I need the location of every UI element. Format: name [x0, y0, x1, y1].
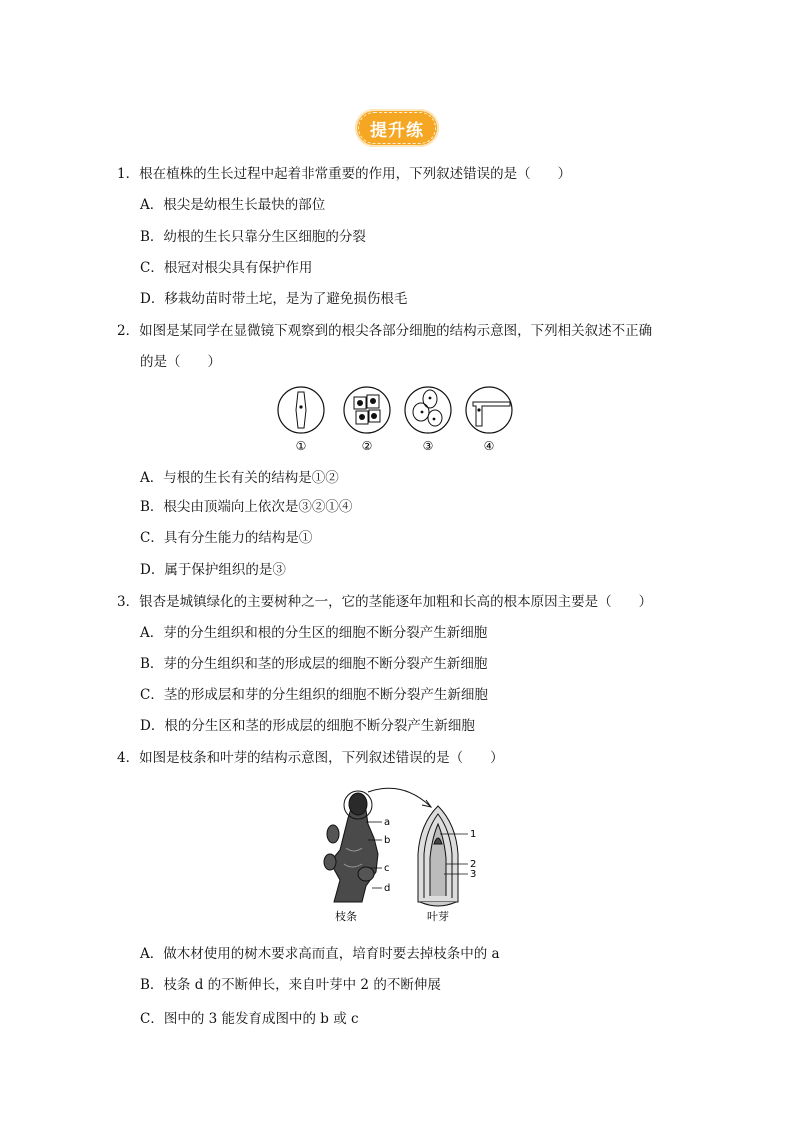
question-2-option-d: D．属于保护组织的是③ — [140, 562, 286, 578]
bud-label-2: 2 — [470, 859, 477, 870]
cell-label-4: ④ — [483, 439, 495, 453]
cell-1-elongation — [278, 387, 324, 433]
question-4-option-c: C．图中的 3 能发育成图中的 b 或 c — [140, 1011, 359, 1027]
question-1-option-c: C．根冠对根尖具有保护作用 — [140, 260, 313, 276]
question-3-option-d: D．根的分生区和茎的形成层的细胞不断分裂产生新细胞 — [140, 718, 475, 734]
branch-label-d: d — [384, 883, 391, 894]
branch-and-bud-figure — [318, 784, 488, 924]
question-2-stem-continuation: 的是（ ） — [140, 354, 221, 370]
question-2-option-a: A．与根的生长有关的结构是①② — [140, 470, 339, 486]
question-1-option-d: D．移栽幼苗时带土坨，是为了避免损伤根毛 — [140, 291, 408, 307]
cell-4-root-hair — [466, 387, 512, 433]
cell-label-3: ③ — [422, 439, 434, 453]
root-cells-figure — [270, 380, 530, 456]
question-3-option-a: A．芽的分生组织和根的分生区的细胞不断分裂产生新细胞 — [140, 625, 488, 641]
question-1-option-a: A．根尖是幼根生长最快的部位 — [140, 197, 326, 213]
cell-label-1: ① — [295, 439, 307, 453]
question-3-option-c: C．茎的形成层和芽的分生组织的细胞不断分裂产生新细胞 — [140, 687, 488, 703]
question-3-option-b: B．芽的分生组织和茎的形成层的细胞不断分裂产生新细胞 — [140, 656, 488, 672]
question-2-option-b: B．根尖由顶端向上依次是③②①④ — [140, 499, 353, 515]
branch-label-a: a — [384, 817, 391, 828]
question-1-option-b: B．幼根的生长只靠分生区细胞的分裂 — [140, 229, 366, 245]
question-1-stem: 1．根在植株的生长过程中起着非常重要的作用，下列叙述错误的是（ ） — [117, 166, 572, 182]
question-4-option-a: A．做木材使用的树木要求高而直，培育时要去掉枝条中的 a — [140, 946, 500, 962]
branch-label-b: b — [384, 835, 391, 846]
cell-3-root-cap — [405, 387, 451, 433]
bud-label-3: 3 — [470, 869, 477, 880]
question-3-stem: 3．银杏是城镇绿化的主要树种之一，它的茎能逐年加粗和长高的根本原因主要是（ ） — [117, 594, 653, 610]
caption-branch: 枝条 — [335, 910, 357, 923]
question-4-stem: 4．如图是枝条和叶芽的结构示意图，下列叙述错误的是（ ） — [117, 750, 504, 766]
question-2-option-c: C．具有分生能力的结构是① — [140, 530, 313, 546]
bud-label-1: 1 — [470, 829, 477, 840]
question-4-option-b: B．枝条 d 的不断伸长，来自叶芽中 2 的不断伸展 — [140, 977, 441, 993]
caption-bud: 叶芽 — [427, 910, 449, 923]
cell-2-meristem — [344, 387, 390, 433]
leaf-bud-drawing — [418, 806, 458, 906]
branch-drawing — [324, 791, 378, 902]
cell-label-2: ② — [361, 439, 373, 453]
branch-label-c: c — [384, 863, 390, 874]
section-title: 提升练 — [370, 120, 424, 141]
question-2-stem: 2．如图是某同学在显微镜下观察到的根尖各部分细胞的结构示意图，下列相关叙述不正确 — [117, 323, 653, 339]
section-title-badge — [355, 109, 439, 147]
